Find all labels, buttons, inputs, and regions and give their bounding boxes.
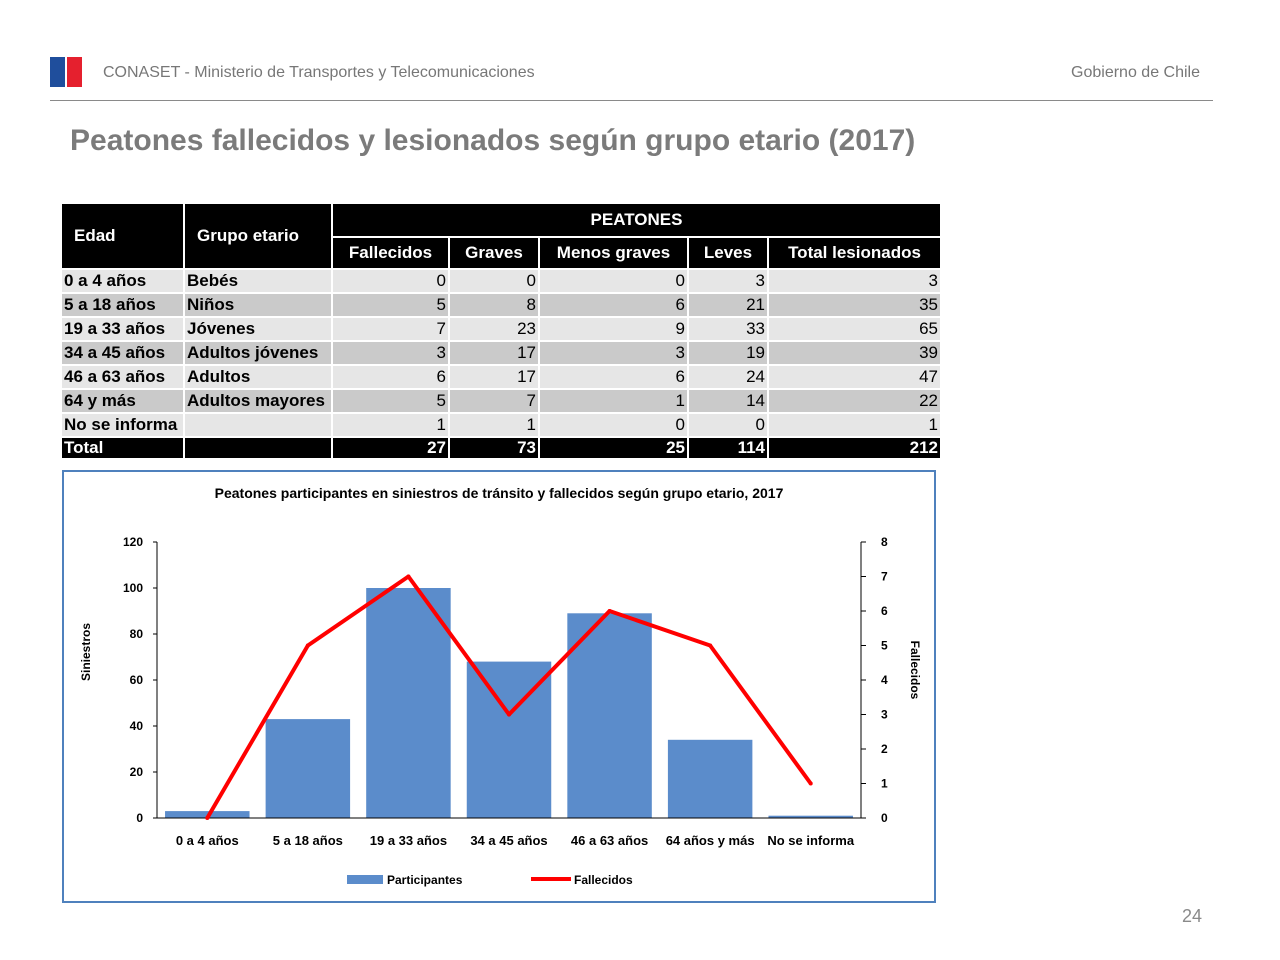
cell-edad: 5 a 18 años [61, 293, 184, 317]
cell-grupo: Adultos mayores [184, 389, 332, 413]
fallecidos-point [205, 816, 209, 820]
cell-total-lesionados: 35 [768, 293, 941, 317]
cell-menos-graves: 0 [539, 413, 688, 437]
y-tick-label: 120 [122, 535, 143, 549]
chart-title: Peatones participantes en siniestros de tránsito y fallecidos según grupo etario, 2017 [214, 485, 784, 501]
fallecidos-point [608, 609, 612, 613]
bar [266, 719, 350, 818]
fallecidos-point [507, 713, 511, 717]
col-header-leves: Leves [688, 237, 768, 269]
legend-label-participantes: Participantes [387, 873, 463, 887]
cell-leves: 33 [688, 317, 768, 341]
cell-total-lesionados: 65 [768, 317, 941, 341]
y2-tick-label: 1 [881, 776, 888, 791]
cell-fallecidos: 6 [332, 365, 449, 389]
cell-total-graves: 73 [449, 437, 539, 459]
x-tick-label: No se informa [767, 833, 855, 848]
y2-tick-label: 8 [881, 535, 888, 549]
cell-fallecidos: 0 [332, 269, 449, 293]
cell-menos-graves: 3 [539, 341, 688, 365]
cell-edad: 0 a 4 años [61, 269, 184, 293]
cell-total-label: Total [61, 437, 184, 459]
legend-swatch-participantes [347, 875, 383, 884]
table-row [61, 341, 941, 365]
cell-grupo: Bebés [184, 269, 332, 293]
cell-total-fallecidos: 27 [332, 437, 449, 459]
cell-total-empty [184, 437, 332, 459]
cell-leves: 3 [688, 269, 768, 293]
chart-svg [64, 472, 934, 901]
y2-tick-label: 6 [881, 604, 888, 618]
cell-edad: 19 a 33 años [61, 317, 184, 341]
cell-fallecidos: 7 [332, 317, 449, 341]
cell-menos-graves: 9 [539, 317, 688, 341]
cell-grupo [184, 413, 332, 437]
header-government: Gobierno de Chile [1071, 64, 1200, 81]
col-header-fallecidos: Fallecidos [332, 237, 449, 269]
cell-graves: 0 [449, 269, 539, 293]
cell-grupo: Niños [184, 293, 332, 317]
header-org: CONASET - Ministerio de Transportes y Telecomunicaciones [103, 64, 535, 81]
y2-tick-label: 7 [881, 569, 888, 584]
fallecidos-point [708, 644, 712, 648]
y2-tick-label: 2 [881, 742, 888, 756]
y2-tick-label: 0 [881, 811, 888, 825]
cell-graves: 8 [449, 293, 539, 317]
fallecidos-point [306, 644, 310, 648]
x-tick-label: 64 años y más [665, 833, 755, 848]
col-header-menos-graves: Menos graves [539, 237, 688, 269]
cell-total-lesionados: 39 [768, 341, 941, 365]
cell-grupo: Adultos jóvenes [184, 341, 332, 365]
col-header-edad: Edad [61, 203, 184, 269]
col-header-graves: Graves [449, 237, 539, 269]
header-divider [50, 100, 1213, 101]
y-tick-label: 100 [122, 581, 143, 595]
bar [366, 588, 450, 818]
cell-leves: 0 [688, 413, 768, 437]
table-row [61, 317, 941, 341]
page-number: 24 [1181, 906, 1202, 926]
fallecidos-point [406, 575, 410, 579]
pedestrian-table [60, 202, 942, 460]
cell-leves: 19 [688, 341, 768, 365]
col-header-grupo: Grupo etario [184, 203, 332, 269]
cell-fallecidos: 5 [332, 389, 449, 413]
y2-tick-label: 5 [881, 638, 888, 653]
table-row [61, 389, 941, 413]
page-title: Peatones fallecidos y lesionados según grupo etario (2017) [70, 124, 916, 157]
cell-menos-graves: 6 [539, 293, 688, 317]
cell-fallecidos: 5 [332, 293, 449, 317]
chile-flag-logo [50, 57, 82, 87]
cell-edad: 64 y más [61, 389, 184, 413]
x-tick-label: 34 a 45 años [470, 833, 548, 848]
x-tick-label: 5 a 18 años [272, 833, 343, 848]
cell-grupo: Jóvenes [184, 317, 332, 341]
y2-tick-label: 3 [881, 707, 888, 722]
y-tick-label: 60 [129, 673, 143, 687]
table-row [61, 293, 941, 317]
x-tick-label: 0 a 4 años [175, 833, 239, 848]
y-tick-label: 20 [129, 765, 143, 779]
cell-graves: 23 [449, 317, 539, 341]
x-tick-label: 19 a 33 años [369, 833, 448, 848]
group-header-peatones: PEATONES [332, 203, 941, 237]
cell-total-lesionados: 1 [768, 413, 941, 437]
cell-graves: 7 [449, 389, 539, 413]
x-tick-label: 46 a 63 años [570, 833, 649, 848]
col-header-total-lesionados: Total lesionados [768, 237, 941, 269]
y-tick-label: 0 [136, 811, 143, 825]
cell-graves: 1 [449, 413, 539, 437]
chart-y2label: Fallecidos [908, 640, 922, 700]
cell-fallecidos: 1 [332, 413, 449, 437]
cell-menos-graves: 0 [539, 269, 688, 293]
cell-edad: 46 a 63 años [61, 365, 184, 389]
y-tick-label: 40 [129, 719, 143, 733]
table-total-row [61, 437, 941, 459]
cell-leves: 24 [688, 365, 768, 389]
cell-graves: 17 [449, 365, 539, 389]
cell-total-lesionados: 3 [768, 269, 941, 293]
fallecidos-point [809, 782, 813, 786]
table-row [61, 269, 941, 293]
cell-total-total-lesionados: 212 [768, 437, 941, 459]
y2-tick-label: 4 [881, 673, 888, 687]
cell-menos-graves: 6 [539, 365, 688, 389]
chart-panel [62, 470, 936, 903]
cell-menos-graves: 1 [539, 389, 688, 413]
cell-edad: 34 a 45 años [61, 341, 184, 365]
cell-fallecidos: 3 [332, 341, 449, 365]
cell-grupo: Adultos [184, 365, 332, 389]
chart-ylabel: Siniestros [79, 622, 93, 682]
cell-edad: No se informa [61, 413, 184, 437]
y-tick-label: 80 [129, 627, 143, 641]
cell-graves: 17 [449, 341, 539, 365]
cell-total-leves: 114 [688, 437, 768, 459]
cell-leves: 21 [688, 293, 768, 317]
cell-total-menos-graves: 25 [539, 437, 688, 459]
cell-leves: 14 [688, 389, 768, 413]
bar [668, 740, 752, 818]
cell-total-lesionados: 22 [768, 389, 941, 413]
cell-total-lesionados: 47 [768, 365, 941, 389]
table-row [61, 413, 941, 437]
legend-label-fallecidos: Fallecidos [574, 873, 633, 887]
table-row [61, 365, 941, 389]
